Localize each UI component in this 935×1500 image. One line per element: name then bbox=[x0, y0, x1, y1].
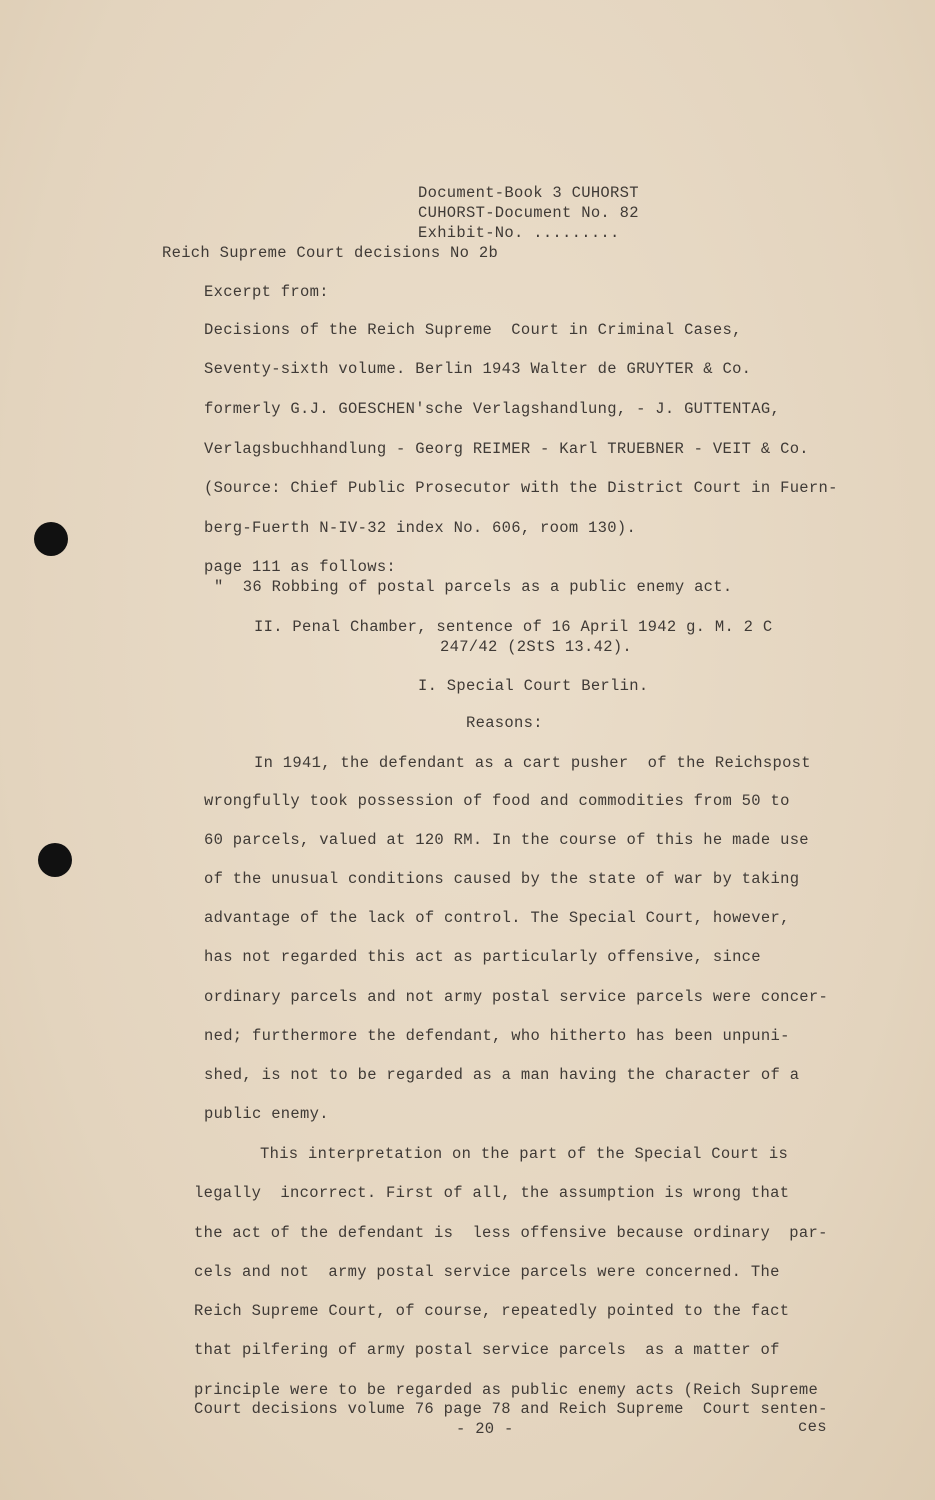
paragraph-line: of the unusual conditions caused by the state of war by taking bbox=[204, 870, 800, 888]
source-title: Reich Supreme Court decisions No 2b bbox=[162, 244, 499, 262]
paragraph-line: wrongfully took possession of food and commodities from 50 to bbox=[204, 792, 790, 810]
paragraph-line: 60 parcels, valued at 120 RM. In the course of this he made use bbox=[204, 831, 809, 849]
citation-line: (Source: Chief Public Prosecutor with the District Court in Fuern- bbox=[204, 479, 838, 497]
punch-hole-bottom bbox=[38, 843, 72, 877]
catchword: ces bbox=[798, 1418, 827, 1436]
paragraph-line: the act of the defendant is less offensive because ordinary par- bbox=[194, 1224, 828, 1242]
paragraph-line: In 1941, the defendant as a cart pusher of the Reichspost bbox=[254, 754, 811, 772]
paragraph-line: has not regarded this act as particularly offensive, since bbox=[204, 948, 761, 966]
chamber-line-2: 247/42 (2StS 13.42). bbox=[440, 638, 633, 656]
paragraph-line: shed, is not to be regarded as a man having the character of a bbox=[204, 1066, 800, 1084]
document-book-label: Document-Book 3 CUHORST bbox=[418, 184, 639, 202]
page-reference: page 111 as follows: bbox=[204, 558, 397, 576]
paragraph-line: Reich Supreme Court, of course, repeatedly pointed to the fact bbox=[194, 1302, 790, 1320]
paragraph-line: public enemy. bbox=[204, 1105, 329, 1123]
exhibit-number-label: Exhibit-No. ......... bbox=[418, 224, 620, 242]
paragraph-line: legally incorrect. First of all, the assumption is wrong that bbox=[194, 1184, 790, 1202]
paragraph-line: that pilfering of army postal service parcels as a matter of bbox=[194, 1341, 780, 1359]
reasons-heading: Reasons: bbox=[466, 714, 543, 732]
paragraph-line: principle were to be regarded as public enemy acts (Reich Supreme bbox=[194, 1381, 819, 1399]
citation-line: berg-Fuerth N-IV-32 index No. 606, room 130). bbox=[204, 519, 637, 537]
page-number: - 20 - bbox=[456, 1420, 514, 1438]
case-title: " 36 Robbing of postal parcels as a public enemy act. bbox=[214, 578, 733, 596]
punch-hole-top bbox=[34, 522, 68, 556]
citation-line: Decisions of the Reich Supreme Court in Criminal Cases, bbox=[204, 321, 742, 339]
paragraph-line: advantage of the lack of control. The Special Court, however, bbox=[204, 909, 790, 927]
citation-line: Verlagsbuchhandlung - Georg REIMER - Karl TRUEBNER - VEIT & Co. bbox=[204, 440, 809, 458]
paragraph-line: ned; furthermore the defendant, who hitherto has been unpuni- bbox=[204, 1027, 790, 1045]
paragraph-line: This interpretation on the part of the Special Court is bbox=[260, 1145, 789, 1163]
citation-line: Seventy-sixth volume. Berlin 1943 Walter de GRUYTER & Co. bbox=[204, 360, 752, 378]
document-number-label: CUHORST-Document No. 82 bbox=[418, 204, 639, 222]
paragraph-line: ordinary parcels and not army postal service parcels were concer- bbox=[204, 988, 829, 1006]
paragraph-line: Court decisions volume 76 page 78 and Reich Supreme Court senten- bbox=[194, 1400, 828, 1418]
court-name: I. Special Court Berlin. bbox=[418, 677, 649, 695]
excerpt-label: Excerpt from: bbox=[204, 283, 329, 301]
chamber-line-1: II. Penal Chamber, sentence of 16 April 1942 g. M. 2 C bbox=[254, 618, 773, 636]
paragraph-line: cels and not army postal service parcels were concerned. The bbox=[194, 1263, 780, 1281]
citation-line: formerly G.J. GOESCHEN'sche Verlagshandlung, - J. GUTTENTAG, bbox=[204, 400, 781, 418]
